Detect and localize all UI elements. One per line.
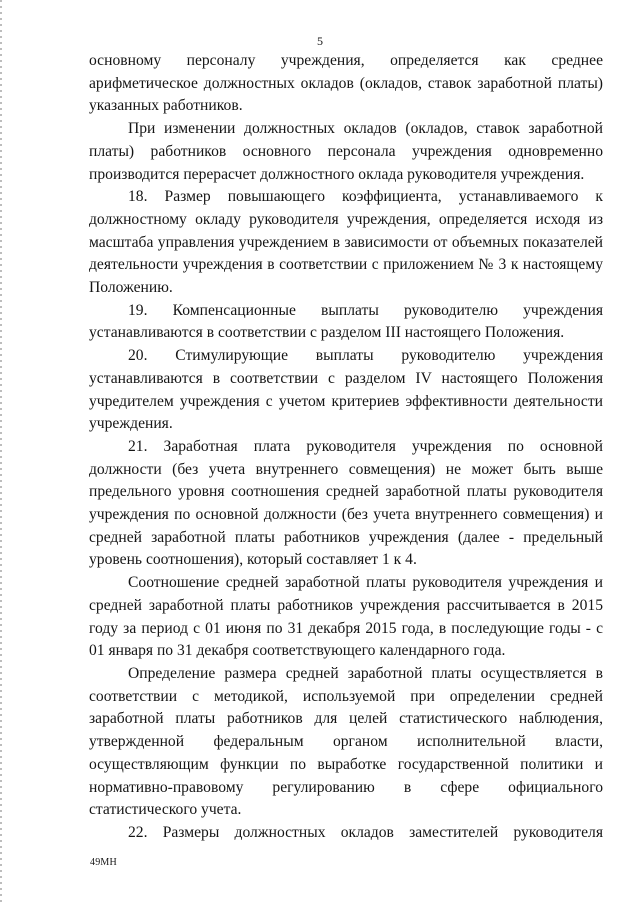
paragraph-item-21: 21. Заработная плата руководителя учреждения по основной должности (без учета внутреннего совмещения) не может быть выше предельного уровня соотношения средней заработной платы руководителя учреждения по основной должности (без учета внутреннего совмещения) и средней заработной платы работников учреждения (далее - предельный уровень соотношения), который составляет 1 к 4. (89, 437, 603, 569)
page-number: 5 (317, 34, 323, 48)
paragraph-recalculation: При изменении должностных окладов (окладов, ставок заработной платы) работников основного персонала учреждения одновременно производится перерасчет должностного оклада руководителя учреждения. (89, 120, 603, 183)
paragraph-continuation: основному персоналу учреждения, определяется как среднее арифметическое должностных окладов (окладов, ставок заработной платы) указанных работников. (89, 52, 603, 115)
paragraph-item-19: 19. Компенсационные выплаты руководителю учреждения устанавливаются в соответствии с разделом III настоящего Положения. (89, 301, 603, 342)
footer-document-code: 49МН (90, 857, 117, 868)
document-body (89, 50, 603, 845)
paragraph-salary-ratio: Соотношение средней заработной платы руководителя учреждения и средней заработной платы работников учреждения рассчитывается в 2015 году за период с 01 июня по 31 декабря 2015 года, в последующие годы - с 01 января по 31 декабря соответствующего календарного года. (89, 574, 603, 660)
paragraph-item-22: 22. Размеры должностных окладов заместителей руководителя (128, 823, 603, 841)
paragraph-salary-methodology: Определение размера средней заработной платы осуществляется в соответствии с методикой, используемой при определении средней заработной платы работников для целей статистического наблюдения, утвержденной федеральным органом исполнительной власти, осуществляющим функции по выработке государственной политики и нормативно-правовому регулированию в сфере официального статистического учета. (89, 664, 603, 819)
paragraph-item-20: 20. Стимулирующие выплаты руководителю учреждения устанавливаются в соответствии с разделом IV настоящего Положения учредителем учреждения с учетом критериев эффективности деятельности учреждения. (89, 347, 603, 433)
paragraph-item-18: 18. Размер повышающего коэффициента, устанавливаемого к должностному окладу руководителя учреждения, определяется исходя из масштаба управления учреждением в зависимости от объемных показателей деятельности учреждения в соответствии с приложением № 3 к настоящему Положению. (89, 188, 603, 297)
scan-edge (0, 0, 2, 905)
